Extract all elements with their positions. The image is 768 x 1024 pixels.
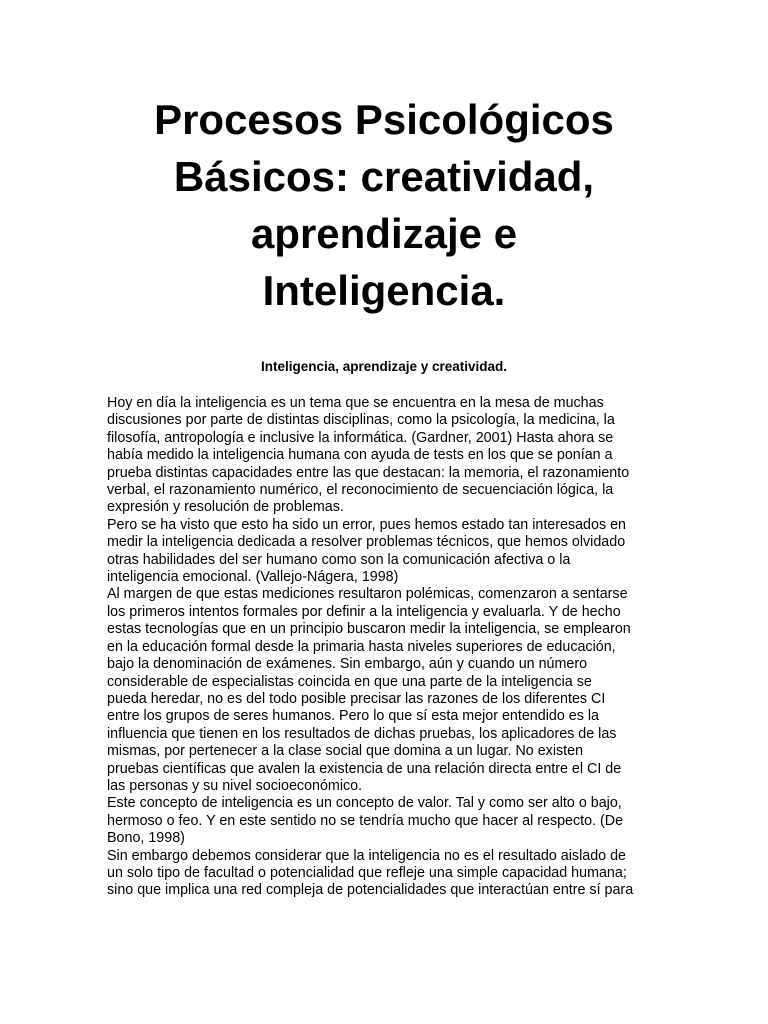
body-line: influencia que tienen en los resultados de dichas pruebas, los aplicadores de las [107, 725, 617, 742]
title-line: aprendizaje e [250, 210, 518, 257]
body-line: Este concepto de inteligencia es un concepto de valor. Tal y como ser alto o bajo, [107, 795, 622, 812]
body-line: pruebas científicas que avalen la existencia de una relación directa entre el CI de [107, 760, 622, 777]
body-line: un solo tipo de facultad o potencialidad que refleje una simple capacidad humana; [107, 864, 627, 881]
body-line: bajo la denominación de exámenes. Sin embargo, aún y cuando un número [107, 656, 588, 673]
body-line: Hoy en día la inteligencia es un tema que se encuentra en la mesa de muchas [107, 395, 604, 411]
body-line: en la educación formal desde la primaria hasta niveles superiores de educación, [107, 638, 616, 655]
body-line: medir la inteligencia dedicada a resolver problemas técnicos, que hemos olvidado [107, 534, 626, 551]
document-title [100, 91, 668, 319]
body-text [107, 395, 667, 900]
title-line: Inteligencia. [262, 267, 506, 314]
body-line: expresión y resolución de problemas. [107, 499, 344, 516]
body-line: los primeros intentos formales por definir a la inteligencia y evaluarla. Y de hecho [107, 603, 621, 620]
body-line: Sin embargo debemos considerar que la inteligencia no es el resultado aislado de [107, 847, 626, 864]
body-line: las personas y su nivel socioeconómico. [107, 777, 363, 794]
title-line: Procesos Psicológicos [154, 96, 614, 143]
body-line: Al margen de que estas mediciones resultaron polémicas, comenzaron a sentarse [107, 586, 628, 603]
section-heading: Inteligencia, aprendizaje y creatividad. [260, 359, 508, 374]
body-line: Pero se ha visto que esto ha sido un error, pues hemos estado tan interesados en [107, 516, 626, 533]
body-line: mismas, por pertenecer a la clase social que domina a un lugar. No existen [107, 743, 584, 760]
body-line: prueba distintas capacidades entre las que destacan: la memoria, el razonamiento [107, 464, 630, 481]
body-line: hermoso o feo. Y en este sentido no se tendría mucho que hacer al respecto. (De [107, 812, 624, 829]
body-line: había medido la inteligencia humana con ayuda de tests en los que se ponían a [107, 447, 613, 464]
body-line: filosofía, antropología e inclusive la informática. (Gardner, 2001) Hasta ahora se [107, 429, 614, 446]
title-line: Básicos: creatividad, [173, 153, 595, 200]
body-line: verbal, el razonamiento numérico, el reconocimiento de secuenciación lógica, la [107, 482, 614, 499]
body-line: sino que implica una red compleja de potencialidades que interactúan entre sí para [107, 882, 634, 899]
body-line: Bono, 1998) [107, 830, 185, 847]
body-line: pueda heredar, no es del todo posible precisar las razones de los diferentes CI [107, 690, 606, 707]
body-line: otras habilidades del ser humano como son la comunicación afectiva o la [107, 551, 571, 568]
body-line: entre los grupos de seres humanos. Pero lo que sí esta mejor entendido es la [107, 708, 599, 725]
body-line: considerable de especialistas coincida en que una parte de la inteligencia se [107, 673, 592, 690]
body-line: discusiones por parte de distintas disciplinas, como la psicología, la medicina, la [107, 412, 615, 429]
body-line: inteligencia emocional. (Vallejo-Nágera, 1998) [107, 569, 399, 586]
body-line: estas tecnologías que en un principio buscaron medir la inteligencia, se emplearon [107, 621, 631, 638]
